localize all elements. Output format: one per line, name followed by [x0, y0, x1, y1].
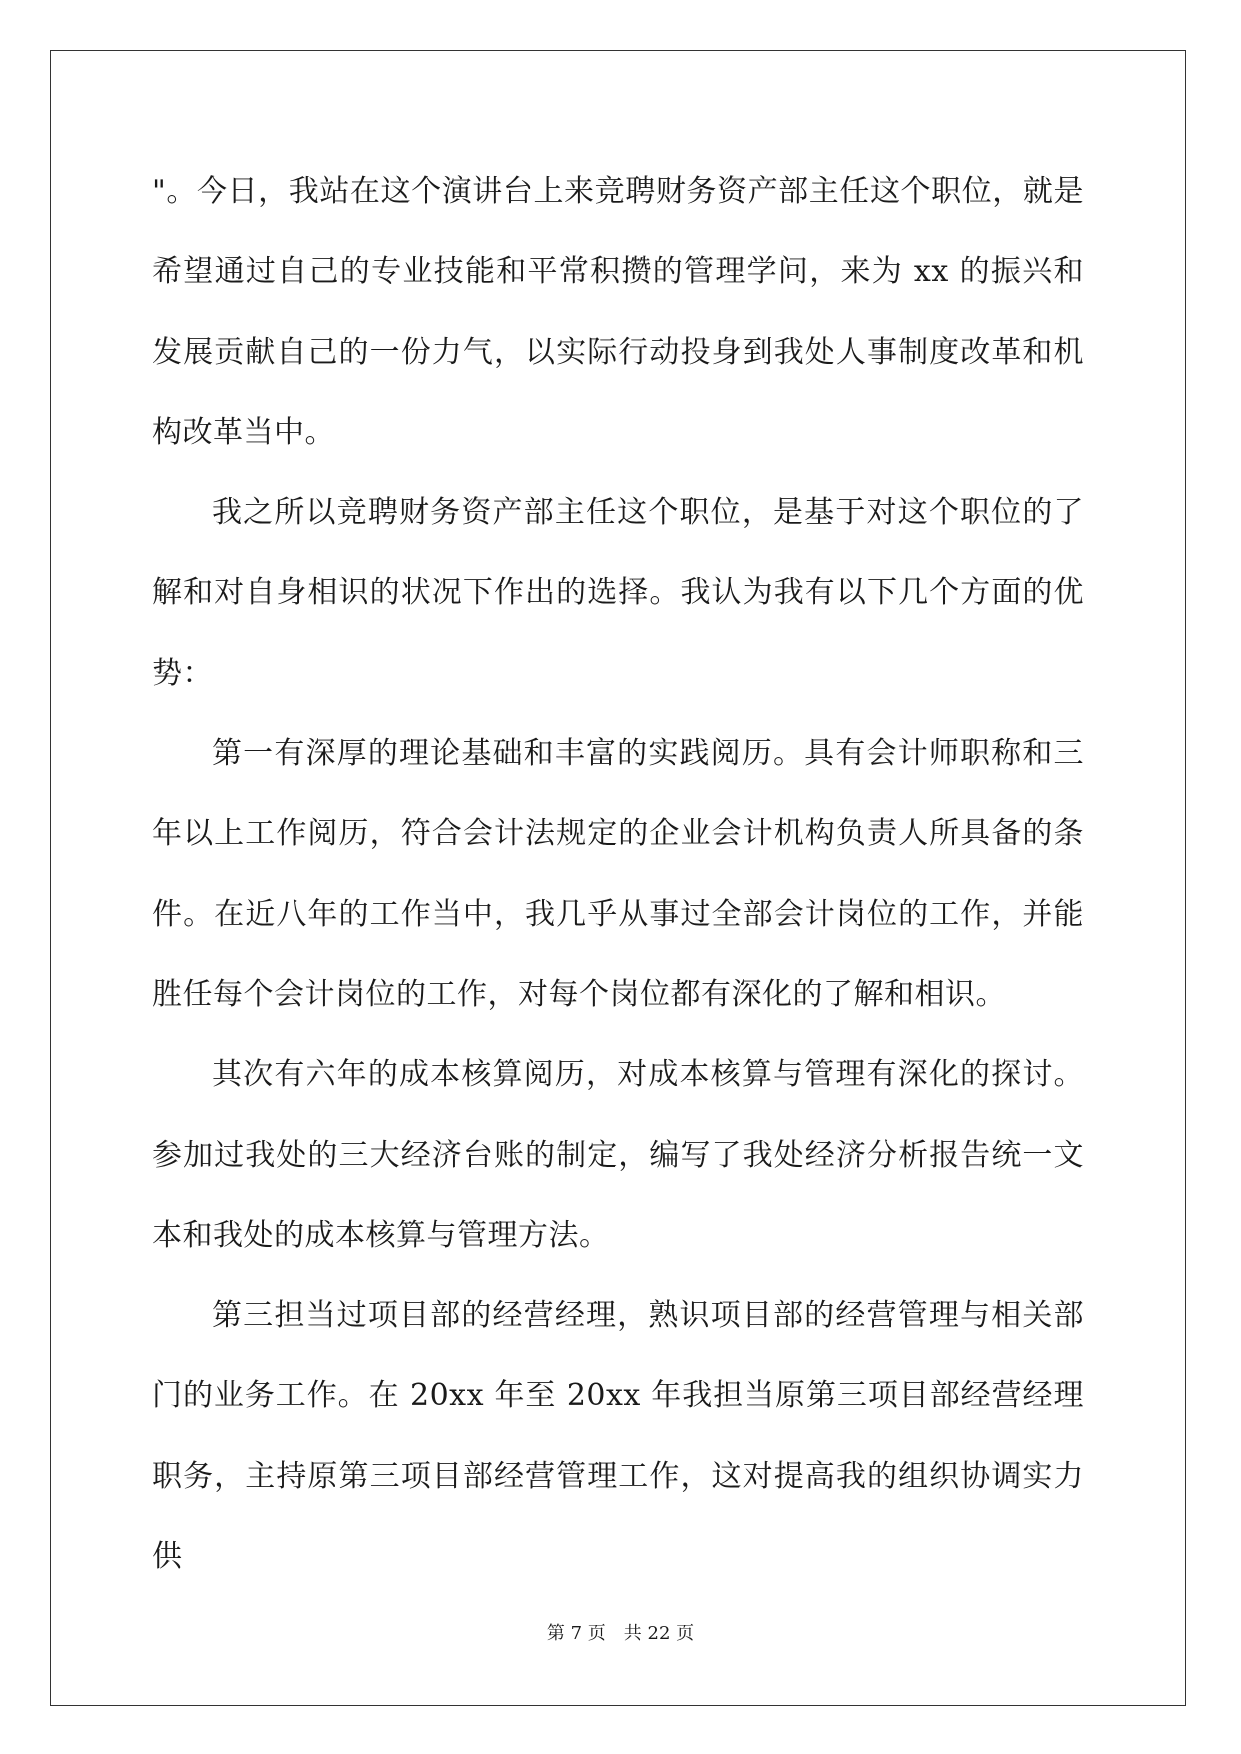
- page-total: 共 22 页: [623, 1623, 695, 1644]
- paragraph-5: 第三担当过项目部的经营经理，熟识项目部的经营管理与相关部门的业务工作。在 20xx 年至 20xx 年我担当原第三项目部经营经理职务，主持原第三项目部经营管理工作，这对提高我的组织协调实力供: [152, 1298, 1084, 1575]
- paragraph-1: "。今日，我站在这个演讲台上来竞聘财务资产部主任这个职位，就是希望通过自己的专业技能和平常积攒的管理学问，来为 xx 的振兴和发展贡献自己的一份力气，以实际行动投身到我处人事制度改革和机构改革当中。: [152, 174, 1084, 450]
- document-body: [152, 152, 1084, 1597]
- page-footer: [0, 1622, 1241, 1646]
- paragraph-4: 其次有六年的成本核算阅历，对成本核算与管理有深化的探讨。参加过我处的三大经济台账的制定，编写了我处经济分析报告统一文本和我处的成本核算与管理方法。: [152, 1057, 1084, 1253]
- paragraph-2: 我之所以竞聘财务资产部主任这个职位，是基于对这个职位的了解和对自身相识的状况下作出的选择。我认为我有以下几个方面的优势：: [152, 495, 1084, 691]
- paragraph-3: 第一有深厚的理论基础和丰富的实践阅历。具有会计师职称和三年以上工作阅历，符合会计法规定的企业会计机构负责人所具备的条件。在近八年的工作当中，我几乎从事过全部会计岗位的工作，并能胜任每个会计岗位的工作，对每个岗位都有深化的了解和相识。: [152, 736, 1084, 1012]
- page-number: 第 7 页: [546, 1623, 606, 1644]
